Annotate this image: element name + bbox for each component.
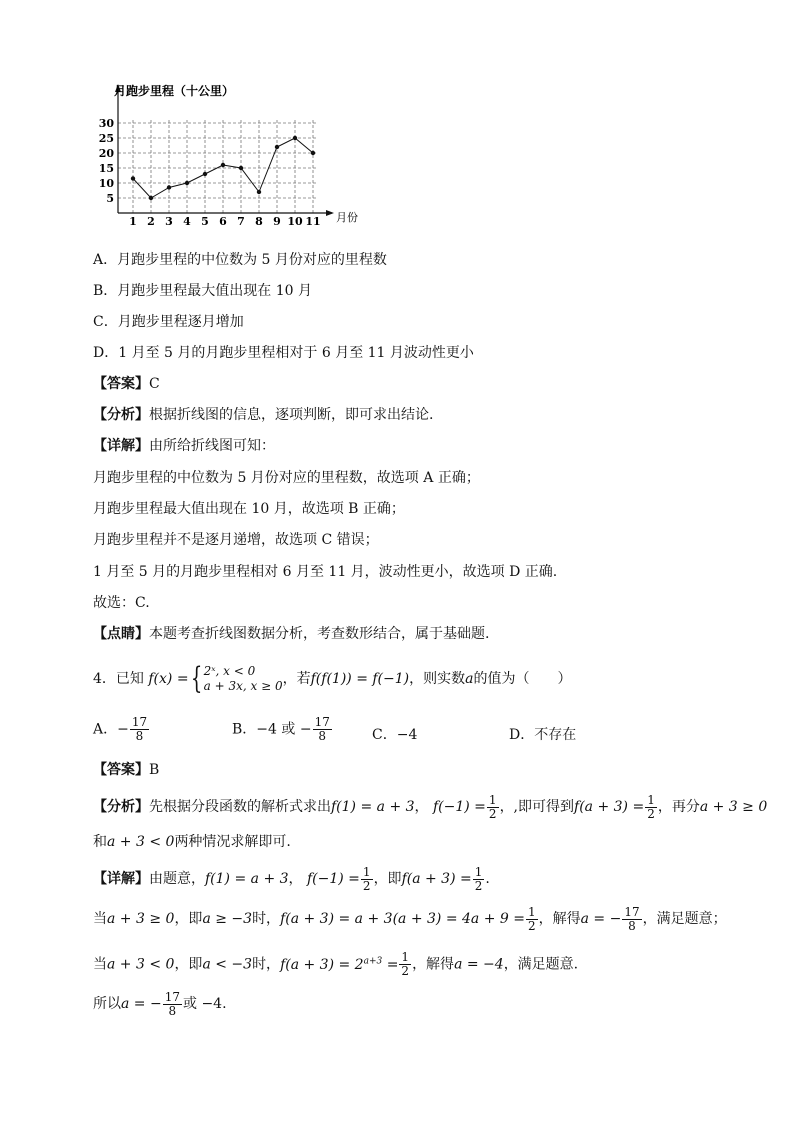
math-range: a ≥ −3 bbox=[202, 911, 253, 927]
q4-detail-line-2 bbox=[93, 905, 727, 933]
x-tick-label: 9 bbox=[273, 215, 281, 228]
q4-option-b-text: −4 或 − bbox=[256, 721, 312, 738]
detail-text: 当 bbox=[93, 911, 107, 927]
q4-condition: f(f(1)) = f(−1) bbox=[310, 671, 410, 687]
answer-tag: 【答案】 bbox=[93, 376, 149, 392]
q4-option-b bbox=[232, 716, 333, 743]
x-tick-label: 11 bbox=[305, 215, 321, 228]
data-point bbox=[239, 166, 243, 170]
q3-detail-line-2: 月跑步里程最大值出现在 10 月，故选项 B 正确； bbox=[93, 501, 405, 517]
q3-detail-line-4: 1 月至 5 月的月跑步里程相对 6 月至 11 月，波动性更小，故选项 D 正确. bbox=[93, 564, 558, 580]
separator: ， bbox=[414, 799, 429, 815]
math-result: a = −4 bbox=[454, 956, 504, 973]
data-point bbox=[167, 185, 171, 189]
q3-analysis bbox=[93, 405, 433, 425]
answer-value: B bbox=[149, 762, 160, 778]
math-result: a = − bbox=[580, 911, 622, 927]
x-axis-arrow bbox=[326, 210, 334, 216]
q4-number: 4．已知 bbox=[93, 671, 144, 687]
fraction: $\frac{17}{8}$ bbox=[624, 904, 640, 933]
math-fm1: f(−1) = bbox=[432, 799, 486, 815]
q3-answer bbox=[93, 374, 160, 394]
data-point bbox=[185, 181, 189, 185]
detail-text: . bbox=[485, 871, 490, 887]
y-tick-label: 25 bbox=[98, 132, 114, 145]
chart-ticks bbox=[99, 117, 321, 228]
fraction: $\frac{1}{2}$ bbox=[362, 864, 371, 893]
q4-answer bbox=[93, 760, 159, 780]
chart-grid bbox=[118, 120, 317, 213]
q4-option-a-label: A． bbox=[93, 721, 118, 738]
analysis-text: 两种情况求解即可. bbox=[174, 834, 291, 850]
monthly-running-chart bbox=[92, 78, 372, 228]
data-point bbox=[257, 190, 261, 194]
detail-text: 所以 bbox=[93, 996, 121, 1012]
equation-exponent: a+3 bbox=[363, 956, 383, 966]
q4-stem-mid: ，若 bbox=[282, 671, 311, 687]
detail-tag: 【详解】 bbox=[93, 871, 149, 887]
detail-text: ，解得 bbox=[538, 911, 581, 927]
math-fa3: f(a + 3) = bbox=[574, 799, 645, 815]
q4-option-d: D．不存在 bbox=[509, 727, 577, 743]
q4-option-a bbox=[93, 716, 150, 743]
analysis-text: 根据折线图的信息，逐项判断，即可求出结论. bbox=[149, 407, 434, 423]
data-point bbox=[293, 136, 297, 140]
data-point bbox=[149, 196, 153, 200]
y-tick-label: 10 bbox=[98, 177, 114, 190]
equation-equals: = bbox=[386, 956, 399, 973]
q3-option-a: A．月跑步里程的中位数为 5 月份对应的里程数 bbox=[93, 252, 387, 268]
q4-analysis-line-1 bbox=[93, 793, 767, 821]
answer-tag: 【答案】 bbox=[93, 762, 149, 778]
fraction: $\frac{1}{2}$ bbox=[474, 864, 483, 893]
detail-text: 由所给折线图可知： bbox=[149, 438, 275, 454]
q4-option-a-sign: − bbox=[117, 721, 129, 738]
x-tick-label: 8 bbox=[255, 215, 263, 228]
q3-option-c: C．月跑步里程逐月增加 bbox=[93, 314, 244, 330]
fraction: $\frac{1}{2}$ bbox=[401, 950, 410, 979]
fraction: $\frac{17}{8}$ bbox=[131, 715, 148, 743]
chart-ylabel: 月跑步里程（十公里） bbox=[114, 84, 235, 98]
analysis-text: ，,即可得到 bbox=[499, 799, 575, 815]
comment-tag: 【点睛】 bbox=[93, 626, 149, 642]
math-f1: f(1) = a + 3 bbox=[205, 871, 289, 887]
analysis-text: ，再分 bbox=[657, 799, 700, 815]
q4-option-b-label: B． bbox=[232, 721, 257, 738]
detail-text: 当 bbox=[93, 956, 107, 973]
x-tick-label: 4 bbox=[183, 215, 191, 228]
data-point bbox=[203, 172, 207, 176]
x-tick-label: 5 bbox=[201, 215, 209, 228]
analysis-tag: 【分析】 bbox=[93, 799, 149, 815]
q3-choice: 故选：C. bbox=[93, 595, 150, 611]
fraction: $\frac{1}{2}$ bbox=[527, 904, 536, 933]
x-tick-label: 7 bbox=[237, 215, 245, 228]
detail-text: ，满足题意； bbox=[642, 911, 727, 927]
math-equation: f(a + 3) = a + 3(a + 3) = 4a + 9 = bbox=[280, 911, 525, 927]
data-point bbox=[221, 163, 225, 167]
answer-value: C bbox=[149, 376, 160, 392]
detail-text: ，解得 bbox=[412, 956, 455, 973]
q4-detail-line-4 bbox=[93, 990, 227, 1018]
chart-axes bbox=[115, 84, 334, 216]
math-cond: a + 3 < 0 bbox=[107, 834, 175, 850]
x-tick-label: 2 bbox=[147, 215, 155, 228]
detail-text: 由题意， bbox=[149, 871, 205, 887]
detail-text: ，即 bbox=[174, 956, 203, 973]
x-tick-label: 10 bbox=[287, 215, 303, 228]
math-cond: a + 3 ≥ 0 bbox=[107, 911, 175, 927]
y-tick-label: 30 bbox=[98, 117, 114, 130]
data-point bbox=[131, 176, 135, 180]
fraction: $\frac{1}{2}$ bbox=[488, 792, 497, 821]
detail-text: ，即 bbox=[174, 911, 203, 927]
q4-analysis-line-2 bbox=[93, 832, 291, 852]
analysis-tag: 【分析】 bbox=[93, 407, 149, 423]
q4-detail-line-1: 【详解】由题意，f(1) = a + 3， f(−1) = $\frac{1}{2}$ ，即f(a + 3) = $\frac{1}{2}$ . bbox=[93, 864, 490, 893]
analysis-text: 先根据分段函数的解析式求出 bbox=[149, 799, 331, 815]
math-result: a = − bbox=[121, 996, 162, 1012]
q4-stem-post: ，则实数 bbox=[409, 671, 466, 687]
fraction: $\frac{1}{2}$ bbox=[647, 792, 655, 821]
x-tick-label: 6 bbox=[219, 215, 227, 228]
comment-text: 本题考查折线图数据分析，考查数形结合，属于基础题. bbox=[149, 626, 490, 642]
detail-tag: 【详解】 bbox=[93, 438, 149, 454]
math-f1: f(1) = a + 3 bbox=[331, 799, 415, 815]
cases-brace: { bbox=[190, 661, 202, 696]
q3-option-d: D．1 月至 5 月的月跑步里程相对于 6 月至 11 月波动性更小 bbox=[93, 345, 474, 361]
q4-var-a: a bbox=[465, 671, 474, 687]
math-fa3: f(a + 3) = bbox=[401, 871, 472, 887]
detail-text: ，即 bbox=[373, 871, 402, 887]
q4-option-c: C．−4 bbox=[372, 727, 418, 743]
q4-case-1: 2ˣ, x < 0 bbox=[203, 664, 256, 678]
fraction: $\frac{17}{8}$ bbox=[314, 715, 330, 743]
chart-xlabel: 月份 bbox=[336, 211, 358, 224]
math-cond: a + 3 ≥ 0 bbox=[699, 799, 768, 815]
data-point bbox=[311, 151, 315, 155]
q3-detail bbox=[93, 436, 275, 456]
detail-text: 时， bbox=[252, 956, 281, 973]
q4-fx: f(x) = bbox=[148, 671, 189, 687]
x-tick-label: 3 bbox=[165, 215, 173, 228]
detail-text: 时， bbox=[252, 911, 281, 927]
detail-text: 或 −4. bbox=[183, 996, 227, 1012]
y-tick-label: 15 bbox=[98, 162, 114, 175]
q4-stem bbox=[93, 663, 571, 695]
math-cond: a + 3 < 0 bbox=[107, 956, 175, 973]
q4-cases bbox=[204, 664, 283, 694]
q3-detail-line-1: 月跑步里程的中位数为 5 月份对应的里程数，故选项 A 正确； bbox=[93, 470, 480, 486]
math-equation bbox=[280, 957, 398, 973]
y-tick-label: 5 bbox=[106, 192, 114, 205]
q4-stem-end: 的值为（ ） bbox=[473, 671, 572, 687]
equation-base: f(a + 3) = 2 bbox=[280, 956, 364, 973]
q3-option-b: B．月跑步里程最大值出现在 10 月 bbox=[93, 283, 313, 299]
analysis-text: 和 bbox=[93, 834, 107, 850]
data-point bbox=[275, 145, 279, 149]
math-fm1: f(−1) = bbox=[306, 871, 360, 887]
q3-detail-line-3: 月跑步里程并不是逐月递增，故选项 C 错误； bbox=[93, 532, 379, 548]
x-tick-label: 1 bbox=[129, 215, 137, 228]
fraction: $\frac{17}{8}$ bbox=[164, 989, 180, 1018]
q4-detail-line-3 bbox=[93, 947, 578, 979]
y-tick-label: 20 bbox=[98, 147, 114, 160]
math-range: a < −3 bbox=[202, 956, 253, 973]
q3-comment bbox=[93, 624, 489, 644]
q4-case-2: a + 3x, x ≥ 0 bbox=[203, 679, 283, 693]
detail-text: ，满足题意. bbox=[503, 956, 579, 973]
